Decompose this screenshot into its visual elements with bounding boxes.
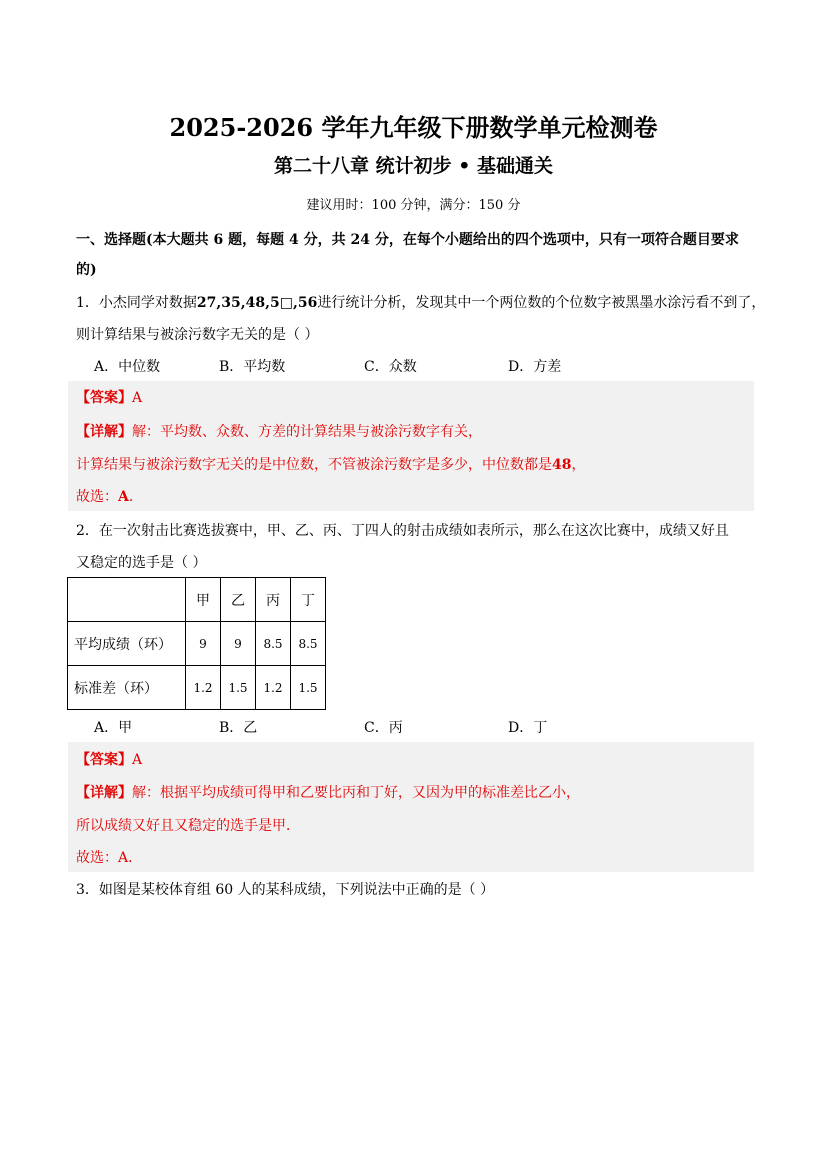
question-1-option-d: D．方差 [508,359,562,375]
question-3-line1: 3．如图是某校体育组 60 人的某科成绩，下列说法中正确的是（ ） [76,882,495,898]
question-1-choose [76,486,143,506]
table-cell: 1.2 [186,666,221,710]
score-table [67,577,326,710]
question-2-option-a: A．甲 [94,720,133,736]
section-heading-line2: 的) [76,262,97,278]
question-2-answer-box [68,742,754,872]
question-1-option-c: C．众数 [364,359,417,375]
choose-end: ． [128,489,143,505]
question-1-line2: 则计算结果与被涂污数字无关的是（ ） [76,327,319,343]
question-2-line1: 2．在一次射击比赛选拔赛中，甲、乙、丙、丁四人的射击成绩如表所示，那么在这次比赛中，成绩又好且 [76,523,729,539]
question-2-detail-line2: 所以成绩又好且又稳定的选手是甲． [76,818,300,834]
question-1-detail-line1 [76,421,482,441]
question-2-option-b: B．乙 [219,720,258,736]
detail-tag: 【详解】 [76,424,132,440]
question-1-option-b: B．平均数 [219,359,286,375]
question-2-detail-line1 [76,782,580,802]
detail-text: 解：根据平均成绩可得甲和乙要比丙和丁好，又因为甲的标准差比乙小， [132,785,580,801]
detail-text: ， [571,457,586,473]
table-cell: 1.2 [256,666,291,710]
answer-value: A [132,752,143,768]
answer-value: A [132,390,143,406]
question-2-choose: 故选：A． [76,850,143,866]
section-heading-line1: 一、选择题(本大题共 6 题，每题 4 分，共 24 分，在每个小题给出的四个选项中，只有一项符合题目要求 [76,232,739,248]
choose-value: A [118,489,129,505]
choose-label: 故选： [76,489,118,505]
table-cell: 8.5 [291,622,326,666]
question-1-line1 [76,292,765,312]
table-header-row [68,578,326,622]
table-row-label: 标准差（环） [68,666,186,710]
question-2-line2: 又稳定的选手是（ ） [76,555,207,571]
table-row-label: 平均成绩（环） [68,622,186,666]
table-header-cell: 丁 [291,578,326,622]
detail-text: 解：平均数、众数、方差的计算结果与被涂污数字有关， [132,424,482,440]
table-cell: 8.5 [256,622,291,666]
table-cell: 9 [221,622,256,666]
question-1-prefix: 1．小杰同学对数据 [76,295,197,311]
question-1-detail-line2 [76,454,585,474]
table-header-cell: 甲 [186,578,221,622]
detail-text: 计算结果与被涂污数字无关的是中位数，不管被涂污数字是多少，中位数都是 [76,457,552,473]
table-cell: 1.5 [221,666,256,710]
question-1-suffix: 进行统计分析，发现其中一个两位数的个位数字被黑墨水涂污看不到了， [317,295,766,311]
table-row [68,622,326,666]
table-cell: 9 [186,622,221,666]
exam-meta: 建议用时：100 分钟，满分：150 分 [306,198,521,213]
answer-tag: 【答案】 [76,752,132,768]
detail-number: 48 [552,457,572,473]
page-title: 2025-2026 学年九年级下册数学单元检测卷 [169,113,658,142]
table-header-cell: 丙 [256,578,291,622]
question-2-answer [76,749,142,769]
question-2-option-d: D．丁 [508,720,548,736]
question-1-answer-box [68,381,754,511]
table-cell: 1.5 [291,666,326,710]
table-corner-cell [68,578,186,622]
detail-tag: 【详解】 [76,785,132,801]
question-1-option-a: A．中位数 [94,359,161,375]
question-1-answer [76,387,142,407]
question-2-option-c: C．丙 [364,720,403,736]
question-1-data: 27,35,48,5□,56 [196,295,318,311]
answer-tag: 【答案】 [76,390,132,406]
table-row [68,666,326,710]
page-subtitle: 第二十八章 统计初步 • 基础通关 [274,155,553,177]
table-header-cell: 乙 [221,578,256,622]
